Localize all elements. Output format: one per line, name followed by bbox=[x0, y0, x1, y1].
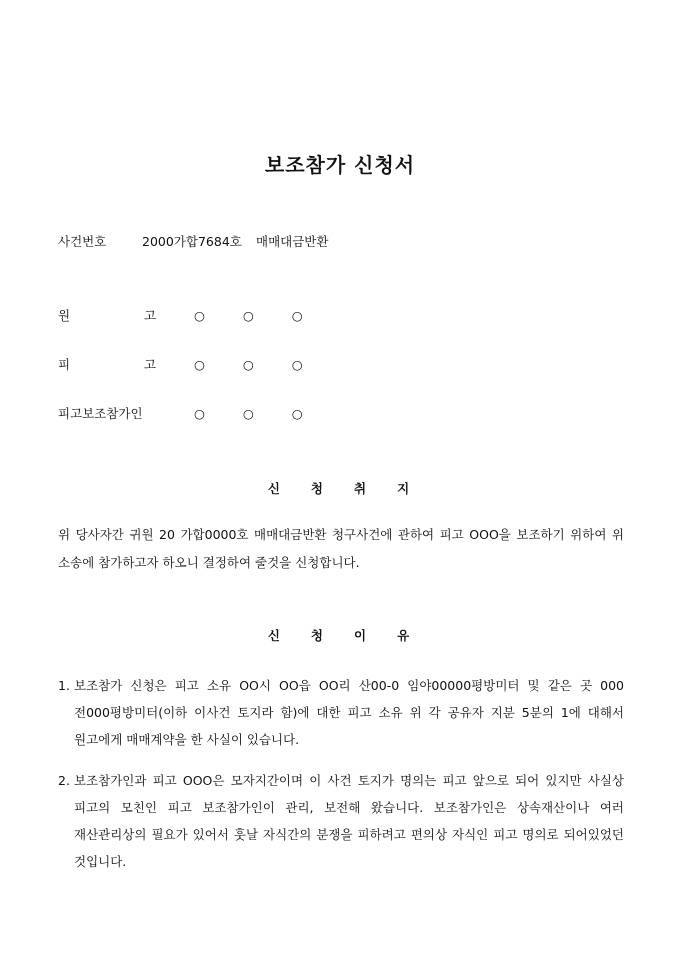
case-number-label: 사건번호 bbox=[58, 234, 107, 249]
party-name: ○ ○ ○ bbox=[194, 357, 320, 372]
document-title: 보조참가 신청서 bbox=[264, 153, 416, 177]
reasons-heading: 신청이유 bbox=[267, 628, 441, 643]
reason-item bbox=[58, 672, 624, 753]
party-defendant bbox=[58, 355, 320, 373]
purpose-heading: 신청취지 bbox=[267, 481, 441, 496]
party-name: ○ ○ ○ bbox=[194, 308, 320, 323]
reason-text: 보조참가 신청은 피고 소유 OO시 OO읍 OO리 산00-0 임야00000평방미터 및 같은 곳 000 전000평방미터(이하 이사건 토지라 함)에 대한 피고 소유 위 각 공유자 지분 5분의 1에 대해서 원고에게 매매계약을 한 사실이 있습니다. bbox=[74, 678, 624, 747]
purpose-text: 위 당사자간 귀원 20 가합0000호 매매대금반환 청구사건에 관하여 피고 OOO을 보조하기 위하여 위 소송에 참가하고자 하오니 결정하여 줄것을 신청합니다. bbox=[58, 527, 624, 570]
reason-number: 1. bbox=[58, 678, 70, 693]
reason-item bbox=[58, 767, 624, 875]
reason-text: 보조참가인과 피고 OOO은 모자지간이며 이 사건 토지가 명의는 피고 앞으로 되어 있지만 사실상 피고의 모친인 피고 보조참가인이 관리, 보전해 왔습니다. 보조참가인은 상속재산이나 여러 재산관리상의 필요가 있어서 훗날 자식간의 분쟁을 피하려고 편의상 자식인 피고 명의로 되어있었던 것입니다. bbox=[74, 773, 624, 869]
party-label-first: 피 bbox=[58, 357, 71, 372]
party-label: 피고보조참가인 bbox=[58, 406, 143, 421]
party-label-second: 고 bbox=[144, 308, 157, 323]
case-name: 매매대금반환 bbox=[256, 234, 329, 249]
reason-number: 2. bbox=[58, 773, 70, 788]
party-intervenor bbox=[58, 404, 320, 422]
party-plaintiff bbox=[58, 306, 320, 324]
case-number: 2000가합7684호 bbox=[142, 234, 242, 249]
party-label-first: 원 bbox=[58, 308, 71, 323]
party-label-second: 고 bbox=[144, 357, 157, 372]
party-name: ○ ○ ○ bbox=[194, 406, 320, 421]
case-info-row bbox=[58, 232, 328, 250]
